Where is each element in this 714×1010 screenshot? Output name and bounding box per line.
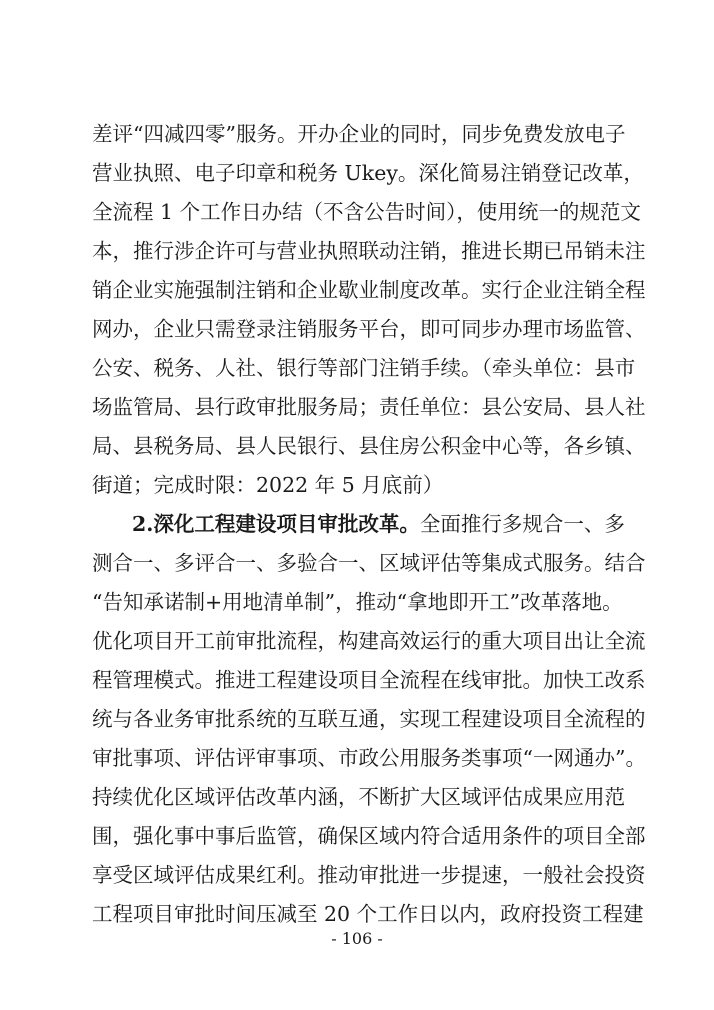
paragraph-line: 营业执照、电子印章和税务 Ukey。深化简易注销登记改革， bbox=[92, 161, 644, 185]
paragraph-line: 全流程 1 个工作日办结（不含公告时间），使用统一的规范文 bbox=[92, 200, 641, 224]
paragraph-line: 优化项目开工前审批流程，构建高效运行的重大项目出让全流 bbox=[92, 629, 646, 653]
paragraph-line: 街道；完成时限：2022 年 5 月底前） bbox=[92, 473, 444, 497]
paragraph-line: 测合一、多评合一、多验合一、区域评估等集成式服务。结合 bbox=[92, 551, 646, 575]
paragraph-line: 程管理模式。推进工程建设项目全流程在线审批。加快工改系 bbox=[92, 668, 646, 692]
section-heading-rest: 全面推行多规合一、多 bbox=[419, 512, 625, 536]
paragraph-line: 围，强化事中事后监管，确保区域内符合适用条件的项目全部 bbox=[92, 824, 646, 848]
paragraph-line: 销企业实施强制注销和企业歇业制度改革。实行企业注销全程 bbox=[92, 278, 646, 302]
page-number: - 106 - bbox=[331, 929, 383, 948]
section-heading: 2.深化工程建设项目审批改革。 bbox=[132, 512, 420, 536]
paragraph-line: 持续优化区域评估改革内涵，不断扩大区域评估成果应用范 bbox=[92, 785, 625, 809]
paragraph-line: 差评“四减四零”服务。开办企业的同时，同步免费发放电子 bbox=[92, 122, 626, 146]
paragraph-line: “告知承诺制+用地清单制”，推动“拿地即开工”改革落地。 bbox=[92, 590, 623, 614]
paragraph-line: 审批事项、评估评审事项、市政公用服务类事项“一网通办”。 bbox=[92, 746, 646, 770]
paragraph-line: 享受区域评估成果红利。推动审批进一步提速，一般社会投资 bbox=[92, 863, 646, 887]
paragraph-line: 工程项目审批时间压减至 20 个工作日以内，政府投资工程建 bbox=[92, 902, 644, 926]
paragraph-line: 网办，企业只需登录注销服务平台，即可同步办理市场监管、 bbox=[92, 317, 646, 341]
paragraph-line: 公安、税务、人社、银行等部门注销手续。（牵头单位：县市 bbox=[92, 356, 636, 380]
paragraph-line: 本，推行涉企许可与营业执照联动注销，推进长期已吊销未注 bbox=[92, 239, 646, 263]
paragraph-line: 场监管局、县行政审批服务局；责任单位：县公安局、县人社 bbox=[92, 395, 646, 419]
section-heading-line bbox=[132, 506, 625, 542]
paragraph-line: 局、县税务局、县人民银行、县住房公积金中心等，各乡镇、 bbox=[92, 434, 646, 458]
paragraph-line: 统与各业务审批系统的互联互通，实现工程建设项目全流程的 bbox=[92, 707, 646, 731]
